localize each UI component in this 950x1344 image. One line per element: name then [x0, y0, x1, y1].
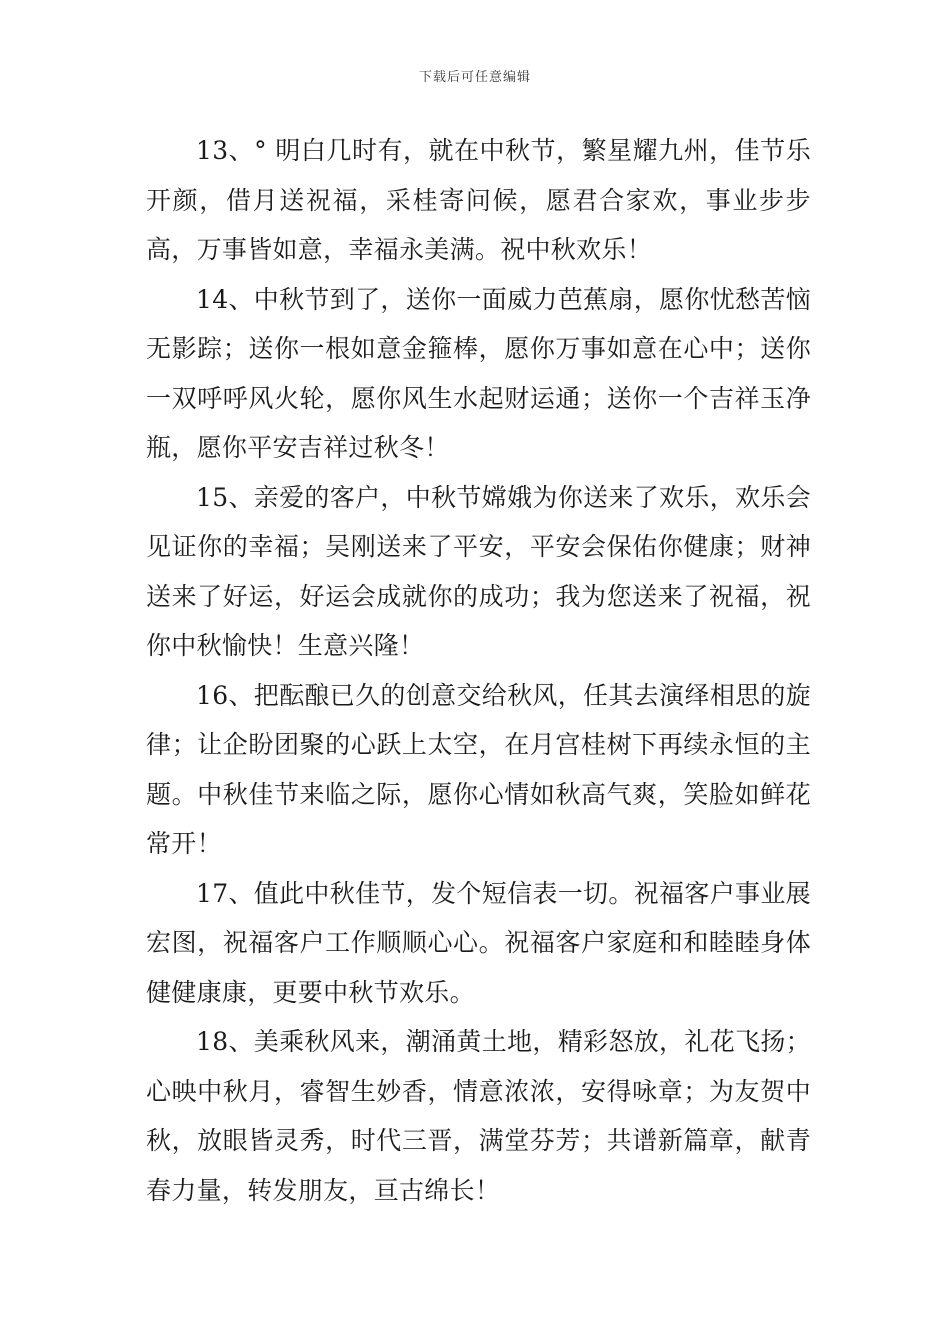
paragraph-13: 13、° 明白几时有，就在中秋节，繁星耀九州，佳节乐开颜，借月送祝福，采桂寄问候，愿君合家欢，事业步步高，万事皆如意，幸福永美满。祝中秋欢乐！: [146, 136, 811, 264]
page-header-note: 下载后可任意编辑: [418, 70, 531, 85]
paragraph-15: 15、亲爱的客户，中秋节嫦娥为你送来了欢乐，欢乐会见证你的幸福；吴刚送来了平安，平安会保佑你健康；财神送来了好运，好运会成就你的成功；我为您送来了祝福，祝你中秋愉快！生意兴隆！: [146, 482, 811, 660]
paragraph-16: 16、把酝酿已久的创意交给秋风，任其去演绎相思的旋律；让企盼团聚的心跃上太空，在月宫桂树下再续永恒的主题。中秋佳节来临之际，愿你心情如秋高气爽，笑脸如鲜花常开！: [146, 680, 811, 858]
document-body: [146, 126, 811, 1215]
paragraph-17: 17、值此中秋佳节，发个短信表一切。祝福客户事业展宏图，祝福客户工作顺顺心心。祝福客户家庭和和睦睦身体健健康康，更要中秋节欢乐。: [146, 878, 811, 1007]
paragraph-14: 14、中秋节到了，送你一面威力芭蕉扇，愿你忧愁苦恼无影踪；送你一根如意金箍棒，愿你万事如意在心中；送你一双呼呼风火轮，愿你风生水起财运通；送你一个吉祥玉净瓶，愿你平安吉祥过秋冬！: [146, 284, 811, 462]
paragraph-18: 18、美乘秋风来，潮涌黄土地，精彩怒放，礼花飞扬；心映中秋月，睿智生妙香，情意浓浓，安得咏章；为友贺中秋，放眼皆灵秀，时代三晋，满堂芬芳；共谱新篇章，献青春力量，转发朋友，亘古绵长！: [146, 1027, 811, 1205]
